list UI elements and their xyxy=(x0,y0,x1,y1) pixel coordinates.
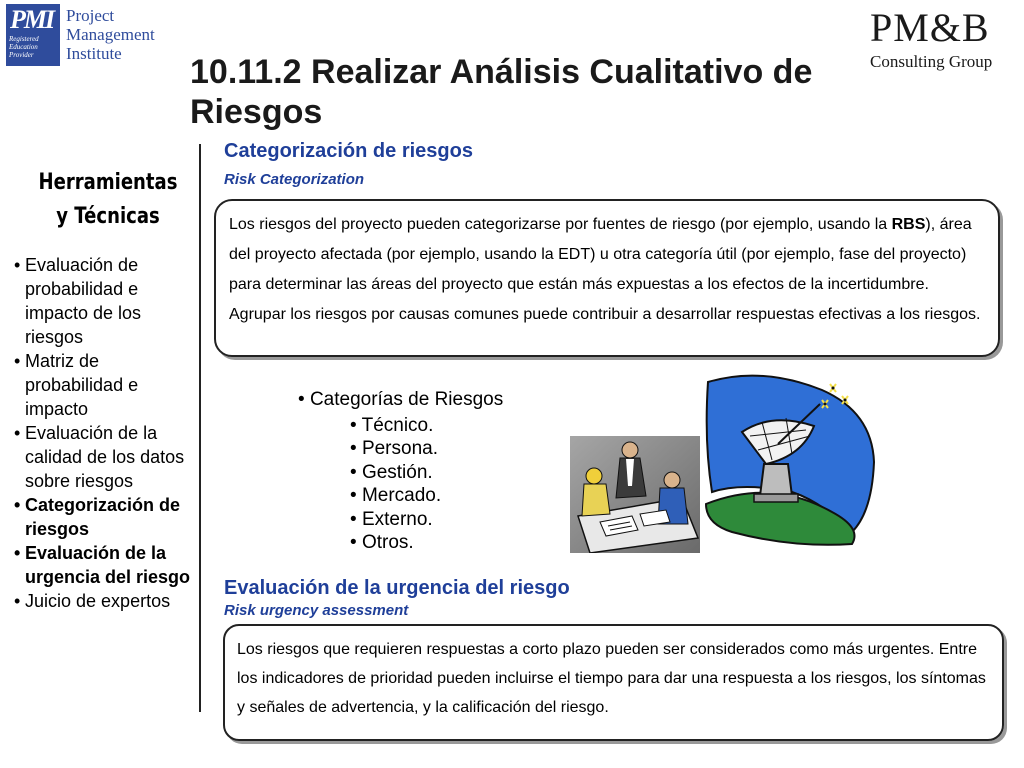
section-title-urgency: Evaluación de la urgencia del riesgo xyxy=(224,577,570,599)
pmb-logo xyxy=(866,6,1016,76)
tools-list xyxy=(12,253,198,613)
pmi-mark-letters: PMI xyxy=(10,5,54,34)
tools-list-item: • Evaluación de probabilidad e impacto de los riesgos xyxy=(12,253,198,349)
urgency-description: Los riesgos que requieren respuestas a corto plazo pueden ser considerados como más urgentes. Entre los indicadores de prioridad pueden incluirse el tiempo para dar una respuesta a los riesgos, los síntomas y señales de advertencia, y la calificación del riesgo. xyxy=(237,641,986,716)
pmi-wordmark: Project Management Institute xyxy=(66,6,155,63)
risk-category-item: • Persona. xyxy=(350,437,441,460)
pmb-logo-name: PM&B xyxy=(870,5,990,50)
risk-category-item: • Mercado. xyxy=(350,484,441,507)
satellite-dish-illustration xyxy=(702,372,880,550)
risk-categories-list xyxy=(350,414,441,554)
rbs-term: RBS xyxy=(891,216,926,233)
risk-category-item: • Otros. xyxy=(350,531,441,554)
risk-category-item: • Gestión. xyxy=(350,461,441,484)
tools-list-item: • Evaluación de la calidad de los datos sobre riesgos xyxy=(12,421,198,493)
vertical-divider xyxy=(199,144,201,712)
sidebar-heading-line1: Herramientas xyxy=(38,170,178,195)
urgency-description-box xyxy=(223,624,1004,741)
risk-category-item: • Externo. xyxy=(350,508,441,531)
sidebar-heading-line2: y Técnicas xyxy=(56,204,160,229)
pmi-logo xyxy=(6,4,155,66)
section-subtitle-categorization: Risk Categorization xyxy=(224,171,365,188)
sidebar-heading xyxy=(36,166,180,234)
pmi-mark xyxy=(6,4,60,66)
tools-list-item: • Juicio de expertos xyxy=(12,589,198,613)
pmi-registered-text: Registered Education Provider xyxy=(9,35,39,59)
risk-categories-title: • Categorías de Riesgos xyxy=(298,389,504,410)
meeting-illustration xyxy=(570,436,700,553)
page-title: 10.11.2 Realizar Análisis Cualitativo de Riesgos xyxy=(190,53,813,131)
tools-list-item: • Categorización de riesgos xyxy=(12,493,198,541)
categorization-description: Los riesgos del proyecto pueden categorizarse por fuentes de riesgo (por ejemplo, usando la RBS), área del proyecto afectada (por ejemplo, usando la EDT) u otra categoría útil (por ejemplo, fase del proyecto) para determinar las áreas del proyecto que están más expuestas a los efectos de la incertidumbre. Agrupar los riesgos por causas comunes puede contribuir a desarrollar respuestas efectivas a los riesgos. xyxy=(229,216,981,323)
section-subtitle-urgency: Risk urgency assessment xyxy=(224,602,409,619)
categorization-description-box xyxy=(214,199,1000,357)
tools-list-item: • Evaluación de la urgencia del riesgo xyxy=(12,541,198,589)
risk-category-item: • Técnico. xyxy=(350,414,441,437)
section-title-categorization: Categorización de riesgos xyxy=(224,140,473,162)
pmb-logo-tagline: Consulting Group xyxy=(870,52,993,71)
tools-list-item: • Matriz de probabilidad e impacto xyxy=(12,349,198,421)
